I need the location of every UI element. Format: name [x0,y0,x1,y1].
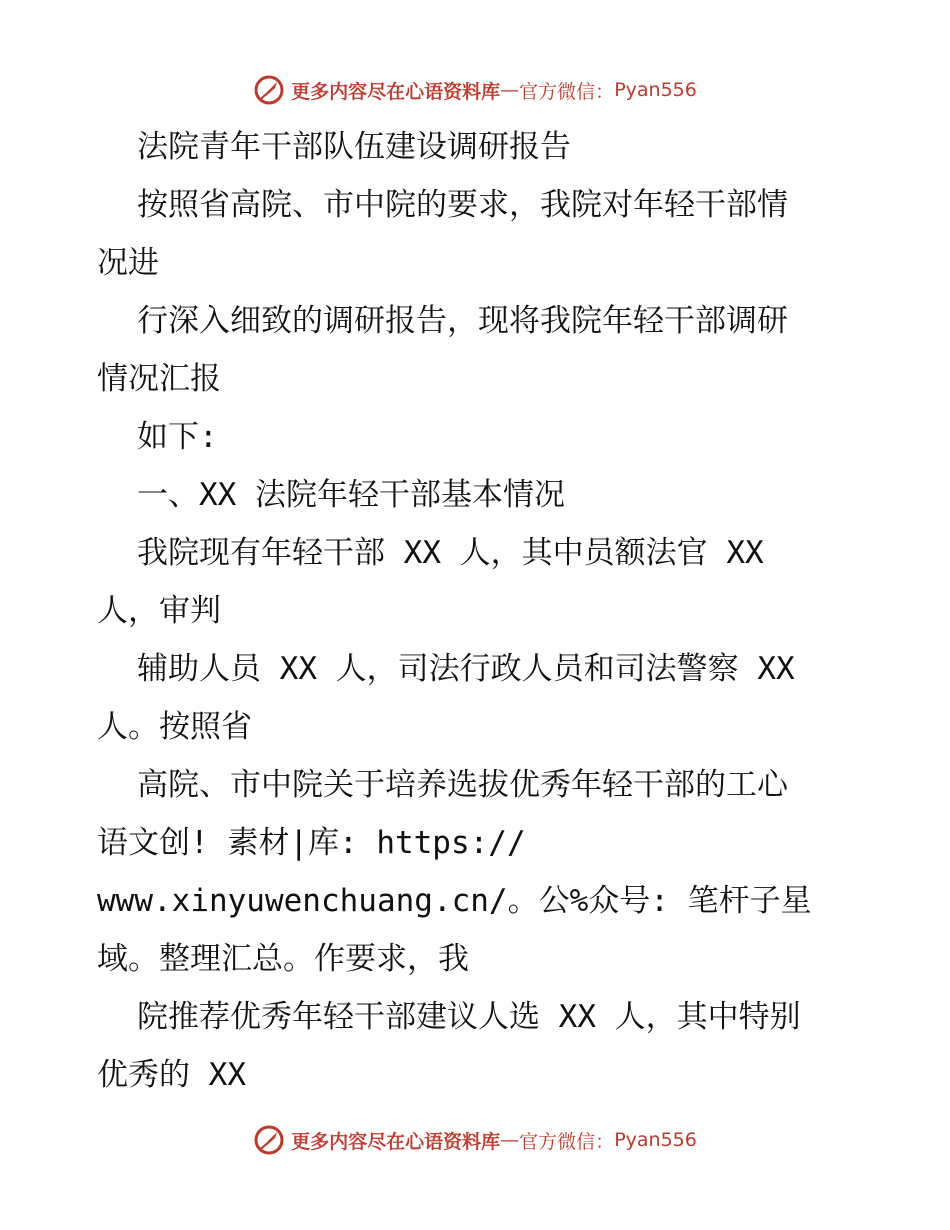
banner-wechat-handle: Pyan556 [614,79,697,101]
text-line: 如下: [137,419,218,455]
header-watermark-banner [0,70,950,110]
text-line: 高院、市中院关于培养选拔优秀年轻干部的工心 [137,767,788,803]
footer-watermark-banner [0,1120,950,1160]
banner-wechat-handle: Pyan556 [614,1129,697,1151]
banner-main-text: 更多内容尽在心语资料库 [291,1130,501,1153]
text-line: 院推荐优秀年轻干部建议人选 XX 人，其中特别 [137,999,801,1035]
text-line: 情况汇报 [97,361,221,397]
text-line: 人。按照省 [97,709,252,745]
text-line: 按照省高院、市中院的要求，我院对年轻干部情 [137,187,788,223]
quill-logo-icon [253,1124,285,1156]
text-line: 辅助人员 XX 人，司法行政人员和司法警察 XX [137,651,795,687]
text-line: 行深入细致的调研报告，现将我院年轻干部调研 [137,303,788,339]
document-body [97,118,887,1104]
banner-dash: — [500,79,520,101]
banner-main-text: 更多内容尽在心语资料库 [291,80,501,103]
text-line: 人，审判 [97,593,221,629]
banner-dash: — [500,1129,520,1151]
quill-logo-icon [253,74,285,106]
document-title: 法院青年干部队伍建设调研报告 [137,129,571,165]
text-line: 况进 [97,245,159,281]
banner-wechat-label: 官方微信： [519,1130,615,1153]
banner-wechat-label: 官方微信： [519,80,615,103]
text-line: www.xinyuwenchuang.cn/。公%众号: 笔杆子星 [97,883,812,919]
section-heading: 一、XX 法院年轻干部基本情况 [137,477,565,513]
text-line: 我院现有年轻干部 XX 人，其中员额法官 XX [137,535,764,571]
text-line: 域。整理汇总。作要求，我 [97,941,469,977]
text-line: 优秀的 XX [97,1057,246,1093]
text-line: 语文创! 素材|库: https:// [97,825,526,861]
